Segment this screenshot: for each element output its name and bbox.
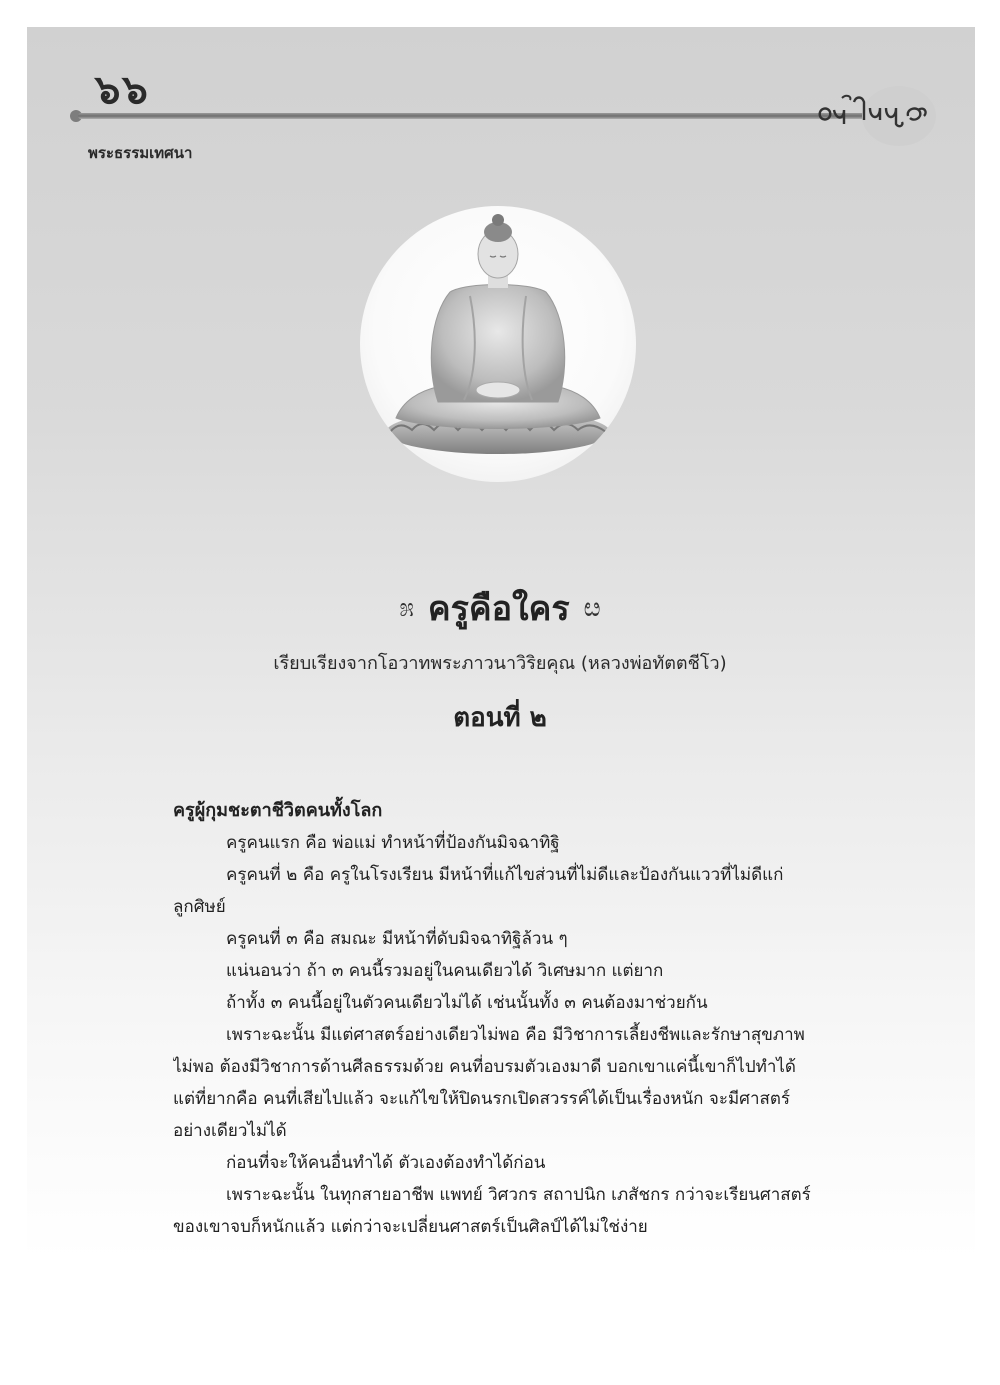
- paragraph-line: ของเขาจบก็หนักแล้ว แต่กว่าจะเปลี่ยนศาสตร์เป็นศิลป์ได้ไม่ใช่ง่าย: [173, 1217, 648, 1237]
- episode-label: ตอนที่ ๒: [453, 703, 547, 733]
- section-label: พระธรรมเทศนา: [88, 144, 193, 162]
- paragraph-line: เพราะฉะนั้น ในทุกสายอาชีพ แพทย์ วิศวกร สถาปนิก เภสัชกร กว่าจะเรียนศาสตร์: [226, 1185, 811, 1205]
- paragraph-line: ไม่พอ ต้องมีวิชาการด้านศีลธรรมด้วย คนที่อบรมตัวเองมาดี บอกเขาแค่นี้เขาก็ไปทำได้: [173, 1057, 796, 1077]
- ornament-left-icon: ೫: [399, 593, 414, 623]
- paragraph-line: แน่นอนว่า ถ้า ๓ คนนี้รวมอยู่ในคนเดียวได้ วิเศษมาก แต่ยาก: [226, 961, 664, 981]
- ornament-right-icon: ೞ: [583, 593, 601, 623]
- illustration-medallion: [360, 206, 636, 482]
- article-title: [0, 588, 1000, 629]
- paragraph-line: ถ้าทั้ง ๓ คนนี้อยู่ในตัวคนเดียวไม่ได้ เช่นนั้นทั้ง ๓ คนต้องมาช่วยกัน: [226, 993, 708, 1013]
- paragraph-line: ครูคนที่ ๒ คือ ครูในโรงเรียน มีหน้าที่แก้ไขส่วนที่ไม่ดีและป้องกันแววที่ไม่ดีแก่: [226, 865, 784, 885]
- meditating-buddha-icon: [360, 206, 636, 482]
- article-heading: ครูผู้กุมชะตาชีวิตคนทั้งโลก: [173, 800, 383, 821]
- title-text: ครูคือใคร: [427, 589, 570, 629]
- page-number: ๖๖: [95, 67, 150, 113]
- paragraph-line: ลูกศิษย์: [173, 897, 226, 917]
- header-rule: [78, 113, 918, 119]
- paragraph-line: อย่างเดียวไม่ได้: [173, 1121, 287, 1141]
- paragraph-line: ครูคนที่ ๓ คือ สมณะ มีหน้าที่ดับมิจฉาทิฐิล้วน ๆ: [226, 929, 568, 949]
- article-body: [173, 795, 815, 1243]
- paragraph-line: ครูคนแรก คือ พ่อแม่ ทำหน้าที่ป้องกันมิจฉาทิฐิ: [226, 833, 560, 853]
- paragraph-line: ก่อนที่จะให้คนอื่นทำได้ ตัวเองต้องทำได้ก่อน: [226, 1153, 546, 1173]
- article-subtitle: เรียบเรียงจากโอวาทพระภาวนาวิริยคุณ (หลวงพ่อทัตตชีโว): [273, 653, 727, 674]
- series-logo: [814, 90, 934, 130]
- paragraph-line: เพราะฉะนั้น มีแต่ศาสตร์อย่างเดียวไม่พอ คือ มีวิชาการเลี้ยงชีพและรักษาสุขภาพ: [226, 1025, 805, 1045]
- paragraph-line: แต่ที่ยากคือ คนที่เสียไปแล้ว จะแก้ไขให้ปิดนรกเปิดสวรรค์ได้เป็นเรื่องหนัก จะมีศาสตร์: [173, 1089, 791, 1109]
